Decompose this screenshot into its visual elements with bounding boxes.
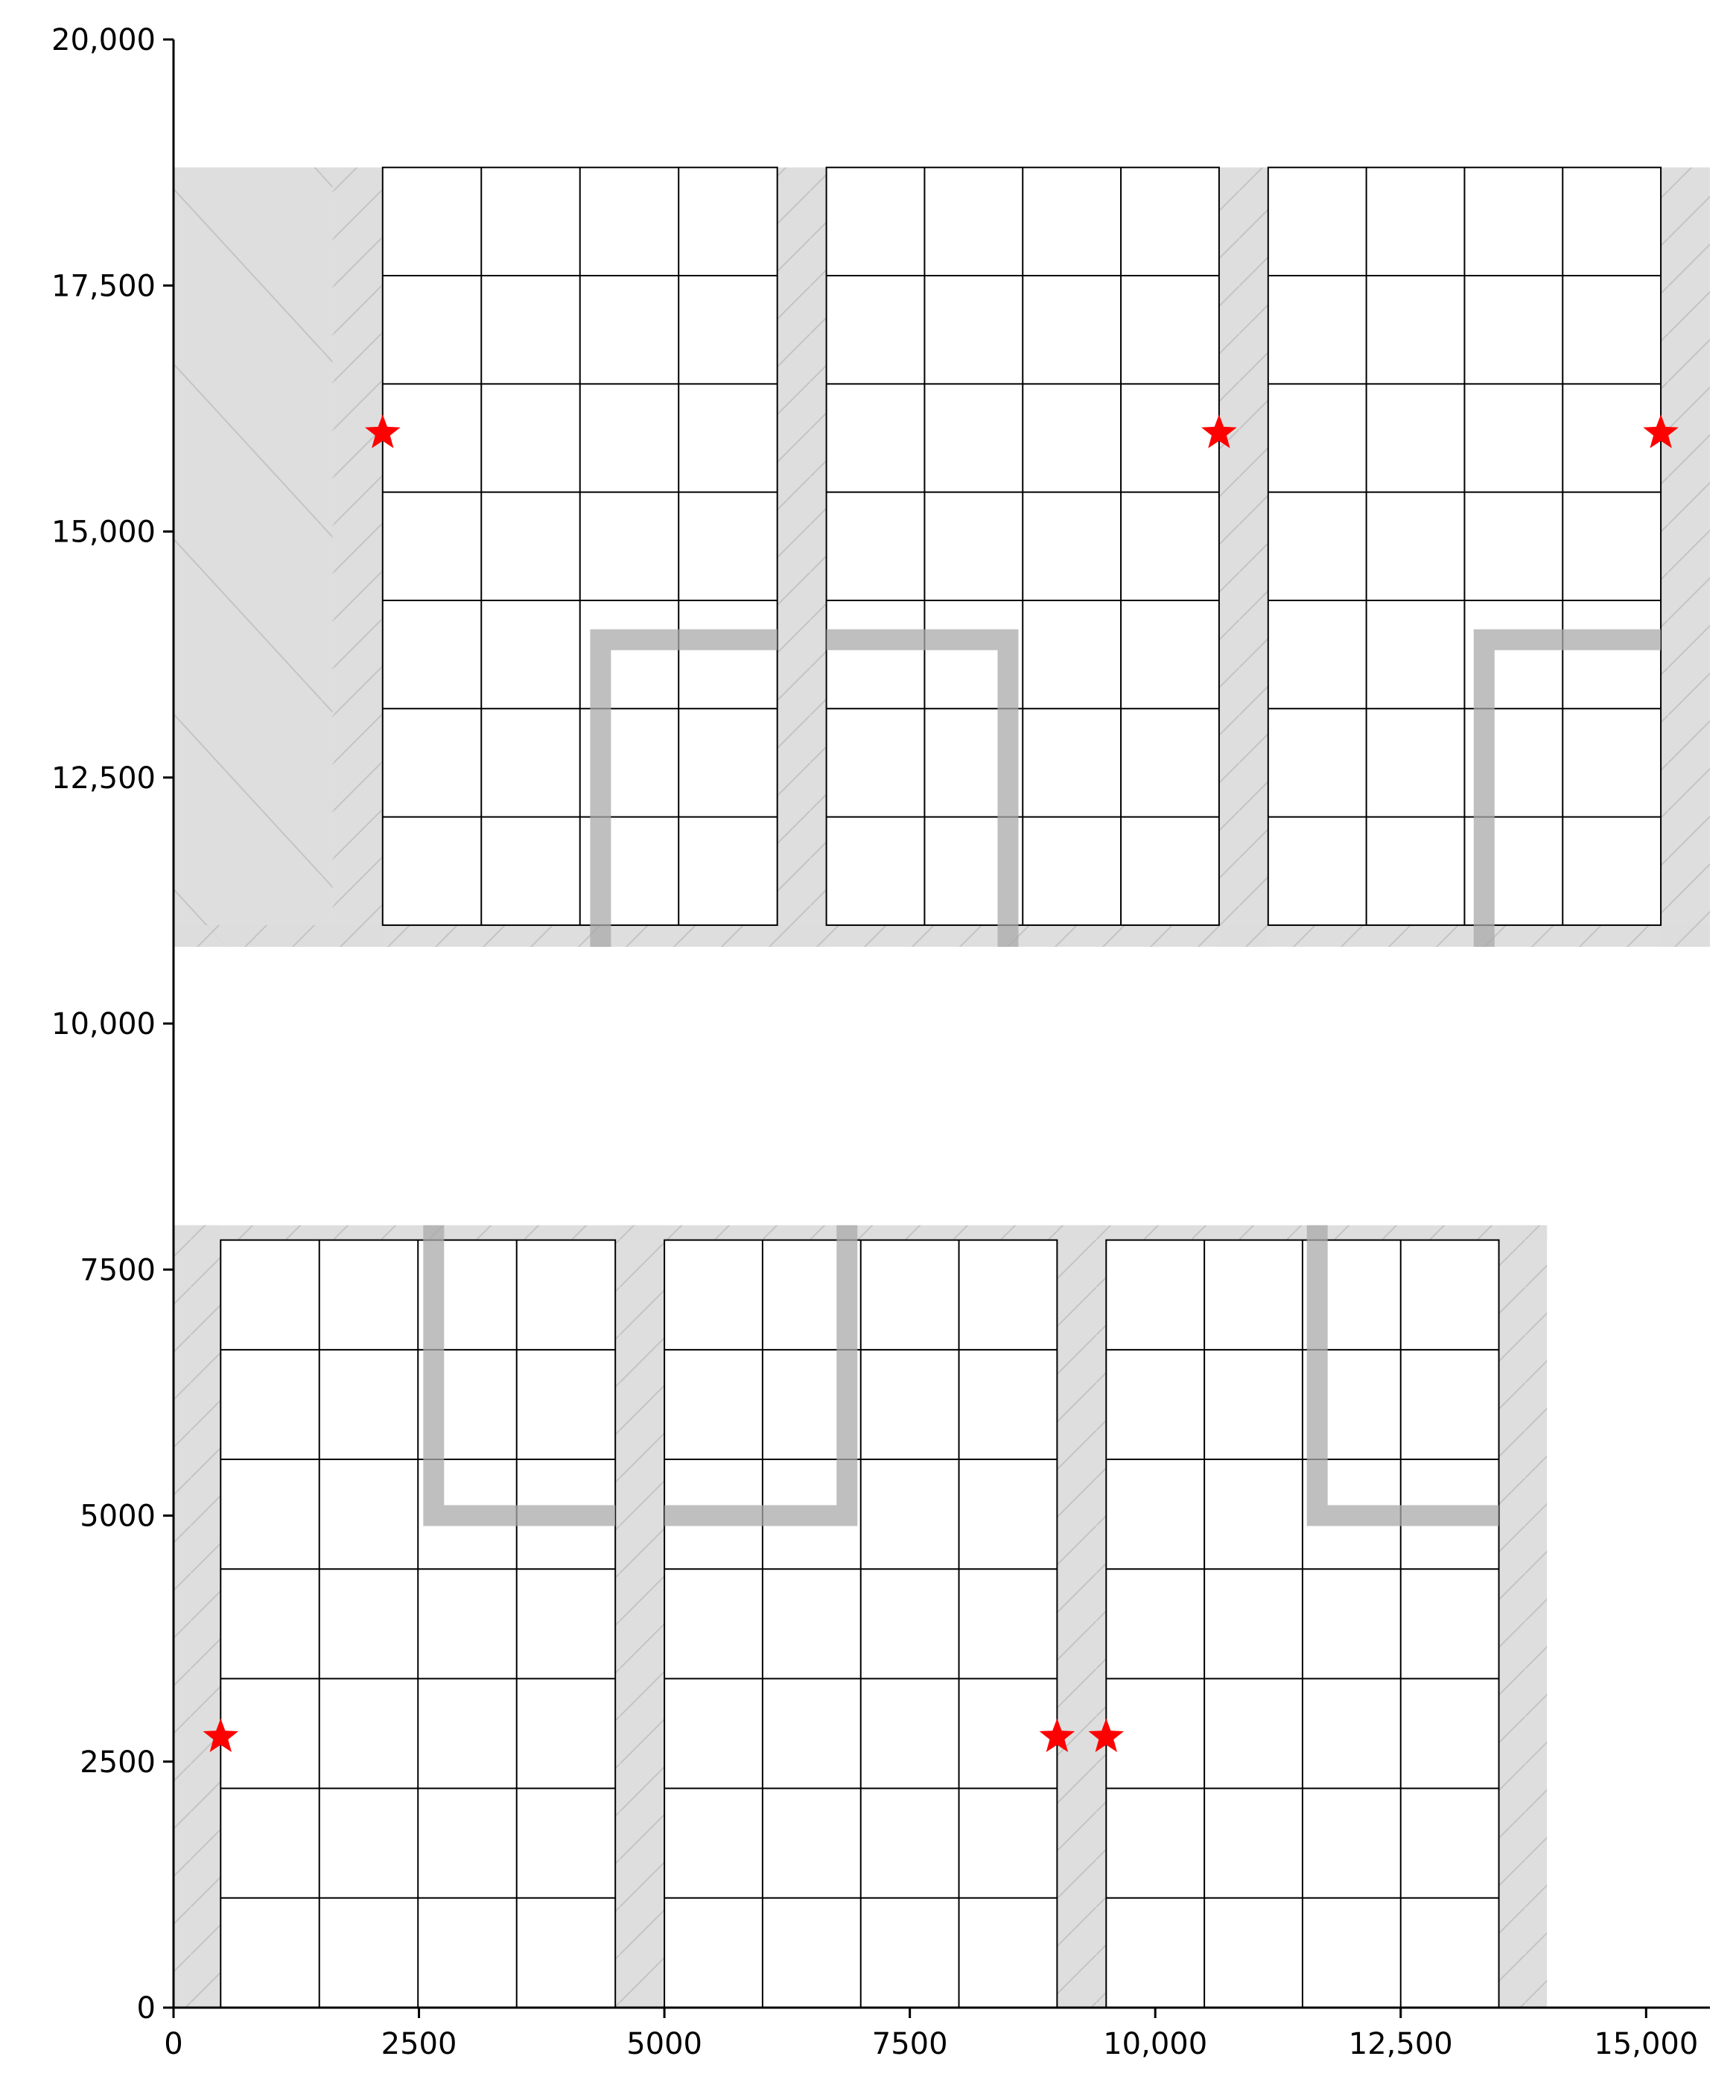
grid-panels [220,168,1661,2008]
wall-band-hatch-9 [1499,1225,1548,2008]
y-tick-label: 12,500 [51,761,156,796]
wall-band-hatch-7 [615,1225,664,2008]
wall-band-hatch-10 [174,1225,1547,1240]
x-tick-label: 0 [164,2027,183,2061]
y-tick-label: 10,000 [51,1007,156,1041]
y-tick-label: 7500 [80,1253,156,1288]
y-tick-label: 0 [136,1991,156,2026]
wall-band-hatch-4 [1661,168,1710,947]
grid-panel-4 [664,1240,1057,2008]
wall-band-hatch-3 [1219,168,1268,947]
wall-band-hatch-6 [174,1225,220,2008]
y-tick-label: 2500 [80,1745,156,1780]
x-tick-label: 7500 [871,2027,948,2061]
y-tick-label: 5000 [80,1499,156,1534]
x-tick-label: 5000 [626,2027,703,2061]
grid-panel-1 [827,168,1219,925]
wall-band-hatch-1 [333,168,383,947]
y-tick-label: 20,000 [51,23,156,57]
y-tick-label: 15,000 [51,515,156,550]
grid-panel-2 [1268,168,1661,925]
x-ticks [164,2008,1698,2061]
grid-panel-0 [383,168,778,925]
x-tick-label: 12,500 [1348,2027,1453,2061]
x-tick-label: 10,000 [1103,2027,1208,2061]
grid-panel-3 [220,1240,615,2008]
y-ticks [51,23,174,2026]
wall-band-hatch-8 [1057,1225,1106,2008]
y-tick-label: 17,500 [51,269,156,304]
wall-band-hatch-0 [174,168,333,947]
x-tick-label: 15,000 [1594,2027,1699,2061]
grid-panel-5 [1106,1240,1498,2008]
x-tick-label: 2500 [381,2027,457,2061]
wall-band-hatch-2 [778,168,827,947]
